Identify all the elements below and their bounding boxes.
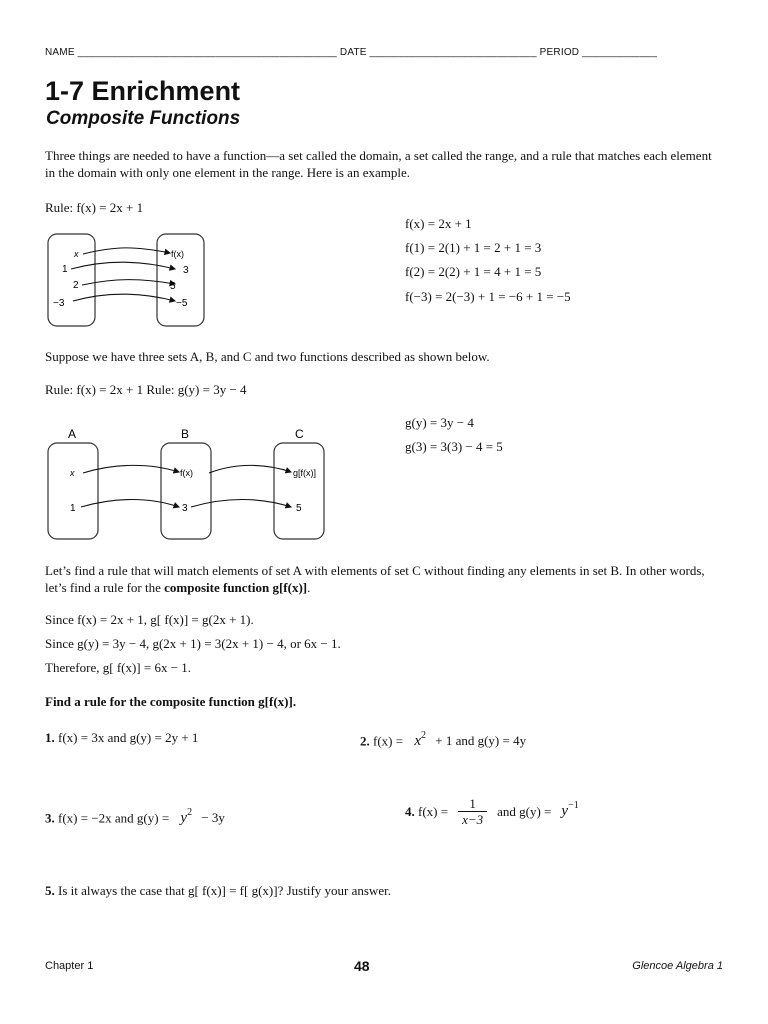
set-a-item: x [70,468,75,478]
set-b-item: f(x) [180,468,193,478]
example2-equation: g(3) = 3(3) − 4 = 5 [405,439,503,454]
exercise-text: − 3y [201,810,225,826]
exercise-base: y [180,810,188,827]
exercise-number: 1. [45,730,55,745]
exercise-exponent: 2 [187,807,193,818]
range-item: −5 [176,298,188,309]
composite-text: Let’s find a rule that will match elements of set A with elements of set C without finding any elements in set B. In other words, let’s find a rule for the [45,563,705,595]
composite-term: composite function g[f(x)] [164,580,308,595]
exercise-base: y [561,803,569,819]
fraction-numerator: 1 [469,796,476,811]
exercise-5 [45,882,391,899]
exercise-text: f(x) = −2x and g(y) = [58,810,173,826]
rule-label: Rule: [45,200,77,215]
exercise-text: f(x) = 3x and g(y) = 2y + 1 [58,730,199,745]
domain-item: x [74,249,79,259]
exercise-number: 2. [360,733,370,749]
fraction-denominator: x−3 [458,811,487,827]
composite-step: Since f(x) = 2x + 1, g[ f(x)] = g(2x + 1). [45,612,254,627]
example1-equation: f(2) = 2(2) + 1 = 4 + 1 = 5 [405,264,542,279]
set-label: B [181,427,190,441]
range-item: 3 [183,265,189,276]
composite-step: Since g(y) = 3y − 4, g(2x + 1) = 3(2x + 1) − 4, or 6x − 1. [45,636,341,651]
range-item: 5 [170,281,176,292]
exercise-4 [405,796,579,827]
example1-equation: f(1) = 2(1) + 1 = 2 + 1 = 3 [405,240,542,255]
mapping-arrow [209,465,291,473]
range-item: f(x) [171,249,184,259]
exercise-base: x [414,733,421,750]
exercise-text: Is it always the case that g[ f(x)] = f[ g(x)]? Justify your answer. [58,883,391,898]
example1-equation: f(−3) = 2(−3) + 1 = −6 + 1 = −5 [405,289,571,304]
set-c-item: g[f(x)] [293,468,317,478]
exercise-exponent: −1 [568,800,579,811]
intro-paragraph: Three things are needed to have a function—a set called the domain, a set called the range, and a rule that matches each element in the domain with only one element in the range. Here is an example. [45,148,712,180]
name-date-period-line: NAME _____________________________________________ DATE _____________________________ PERIOD _____________ [45,47,658,58]
domain-item: 2 [73,280,79,291]
mapping-arrow [191,500,291,508]
mapping-arrow [73,294,175,301]
page-title: 1-7 Enrichment [45,76,241,106]
example2-intro: Suppose we have three sets A, B, and C and two functions described as shown below. [45,349,490,364]
footer-book-title: Glencoe Algebra 1 [632,960,723,972]
fraction [458,796,487,827]
exercise-number: 4. [405,804,415,819]
example1-rule [45,199,143,216]
exercise-2 [360,729,526,750]
exercise-text: f(x) = [418,804,449,819]
example2-equation: g(y) = 3y − 4 [405,415,474,430]
mapping-arrow [82,280,175,285]
example2-rules: Rule: f(x) = 2x + 1 Rule: g(y) = 3y − 4 [45,382,247,397]
exercise-text: f(x) = [373,733,407,749]
set-a-oval [48,443,98,539]
example2-mapping-diagram [45,425,335,545]
exercise-3 [45,806,225,827]
mapping-arrow [81,500,179,508]
composite-step: Therefore, g[ f(x)] = 6x − 1. [45,660,192,675]
composite-period: . [307,580,311,595]
exercise-1 [45,729,198,746]
domain-item: 1 [62,264,68,275]
exercise-number: 5. [45,883,55,898]
composite-paragraph [45,562,715,596]
set-b-oval [161,443,211,539]
exercise-text: and g(y) = [497,804,552,819]
page-number: 48 [354,958,370,974]
example1-mapping-diagram [45,228,210,330]
example1-equation: f(x) = 2x + 1 [405,216,472,231]
exercise-exponent: 2 [421,730,426,741]
exercise-text: + 1 and g(y) = 4y [435,733,527,749]
domain-oval [48,234,95,326]
set-c-item: 5 [296,503,302,514]
set-b-item: 3 [182,503,188,514]
mapping-arrow [71,262,175,269]
domain-item: −3 [53,298,65,309]
set-c-oval [274,443,324,539]
rule-text: f(x) = 2x + 1 [76,200,144,215]
set-a-item: 1 [70,503,76,514]
page-subtitle: Composite Functions [46,108,241,129]
set-label: C [295,427,304,441]
range-oval [157,234,204,326]
exercise-number: 3. [45,810,55,826]
set-label: A [68,427,77,441]
footer-chapter: Chapter 1 [45,960,94,972]
exercise-heading: Find a rule for the composite function g[f(x)]. [45,694,297,709]
